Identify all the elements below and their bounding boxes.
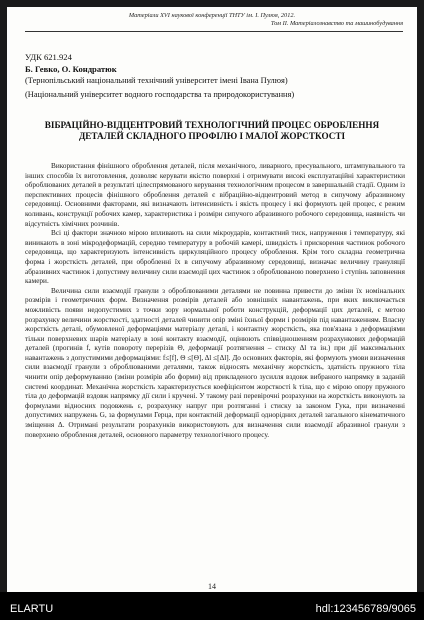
running-header — [19, 12, 405, 28]
udk-code: УДК 621.924 — [25, 52, 72, 62]
article-title: ВІБРАЦІЙНО-ВІДЦЕНТРОВИЙ ТЕХНОЛОГІЧНИЙ ПРОЦЕС ОБРОБЛЕННЯ ДЕТАЛЕЙ СКЛАДНОГО ПРОФІЛЮ І МАЛОЇ ЖОРСТКОСТІ — [44, 120, 380, 141]
running-header-line1: Матеріали XVI наукової конференції ТНТУ ім. І. Пулюя, 2012. — [128, 12, 296, 19]
repository-name: ELARTU — [10, 603, 54, 615]
viewer-footer-bar — [0, 592, 424, 620]
header-divider — [25, 31, 403, 32]
article-body — [25, 162, 405, 440]
affiliation-1: (Тернопільський національний технічний університет імені Івана Пулюя) — [25, 76, 288, 85]
handle-link[interactable]: hdl:123456789/9065 — [315, 603, 416, 615]
authors: Б. Гевко, О. Кондратюк — [25, 64, 117, 74]
affiliation-2: (Національний університет водного господарства та природокористування) — [25, 90, 295, 99]
running-header-line2: Том II. Матеріалознавство та машинобудування — [270, 20, 403, 27]
paragraph: Величина сили взаємодії гранули з оброблюваними деталями не повинна привести до зміни їх номінальних розмірів і геометричних форм. Визначення розмірів деталей або зовнішніх навантажень, при яких виключається можливість появи недопустимих з точки зору нормальної роботи конструкцій, деформації цих деталей, є метою розрахунку величини жорсткості, здатності деталей чинити опір зміні їхньої форми і розмірів під навантаженням. Власну жорсткість деталі, обумовленої деформаціями матеріалу деталі, і контактну жорсткість, яка пов'язана з деформаціями тільки поверхневих шарів матеріалу в зоні контакту взаємодії, оцінюють співвідношенням розрахункових деформацій деталей (прогинів f, кутів повороту перерізів Θ, деформації розтягнення – стиску Δl та ін.) при дії максимальних навантажень з допустимими деформаціями: f≤[f], Θ ≤[Θ], Δl ≤[Δl]. До основних факторів, які формують умови визначення сили взаємодії гранули з оброблюваними деталями, також відносять механічну жорсткість, здатність пружного тіла чинити опір деформуванню (зміни розмірів або форми) від прикладеного зусилля вздовж вибраного напрямку в заданій системі координат. Механічна жорсткість характеризується коефіцієнтом жорсткості k тіла, що є мірою опору пружного тіла до деформацій вздовж напрямку дії сили і кручені. У такому разі перевірочні розрахунки на жорсткість виконують за формулами відносних подовжень ε, розрахунку напруг при розтяганні і стиску за законом Гука, при визначенні допустимих напружень G, за формулами Герца, при контактній деформації однорідних деталей загального кінематичного зміщення Δ. Отримані результати розрахунків використовують для визначення сили взаємодії абразивної гранули з поверхнею оброблення деталей, основного параметру технологічного процесу. — [25, 286, 405, 439]
page-number: 14 — [208, 582, 216, 591]
paragraph: Всі ці фактори значною мірою впливають на сили мікроударів, контактний тиск, напруження і температуру, які виникають в зоні мікродеформацій, середню температуру в робочій камері, швидкість і прискорення частинок робочого середовища, що характеризують інтенсивність циркуляційного процесу оброблення. Крім того складна геометрична форма і жорсткість деталей, при обробленні їх в сипучому абразивному середовищі, визначає величину грануляції абразивних частинок і допустиму величину сили взаємодії цих частинок з оброблюваною поверхнею і ступінь заповнення камери. — [25, 229, 405, 286]
document-page — [7, 7, 417, 592]
paragraph: Використання фінішного оброблення деталей, після механічного, ливарного, пресувального, штампувального та інших способів їх виготовлення, дозволяє керувати якістю поверхні і отримувати високі експлуатаційні характеристики оброблюваних деталей в результаті цілеспрямованого керування технологічним процесом в завершальній стадії. Одним із перспективних процесів фінішного оброблення деталей є вібраційно-відцентровий метод в сипучому абразивному середовищі. Основними факторами, які визначають інтенсивність і якість процесу і які формують цей процес, є режим коливань, конструкції робочих камер, характеристика і розміри сипучого абразивного робочого середовища, наявність чи відсутність хімічних розчинів. — [25, 162, 405, 228]
